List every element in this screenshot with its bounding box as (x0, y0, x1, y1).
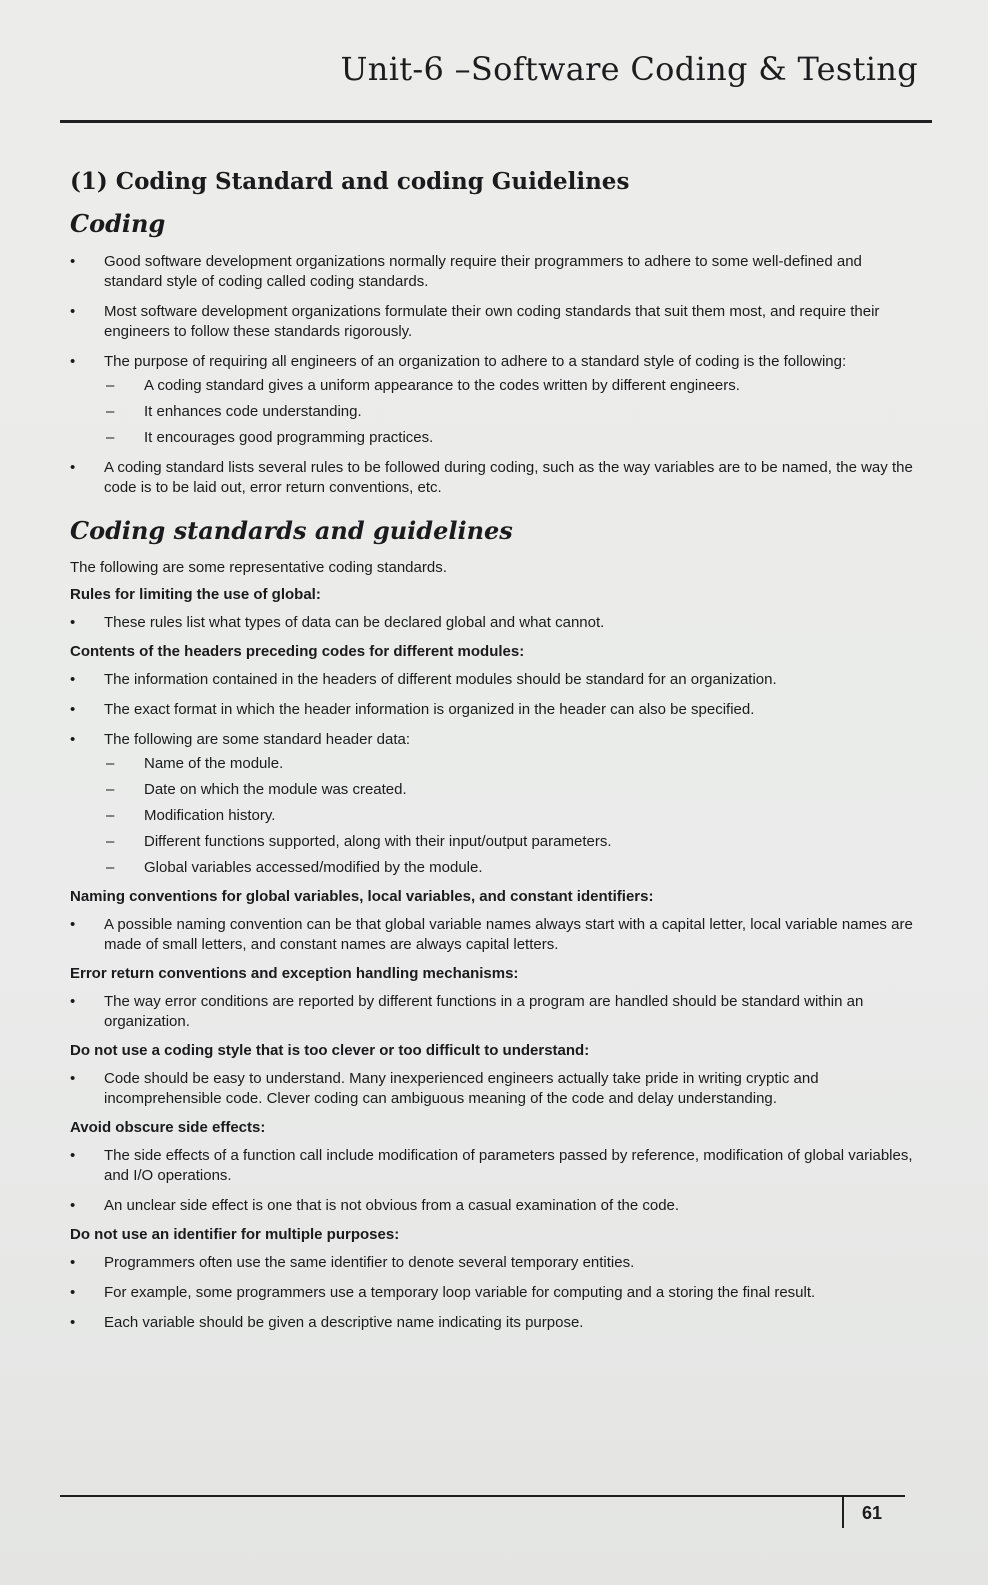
purpose-sublist (104, 376, 920, 448)
list-item: • The information contained in the headers of different modules should be standard for an organization. (70, 670, 920, 690)
sub-list-item: – A coding standard gives a uniform appearance to the codes written by different engineers. (104, 376, 920, 396)
sub-list-item: – Date on which the module was created. (104, 780, 920, 800)
list-item: • For example, some programmers use a temporary loop variable for computing and a storing the final result. (70, 1283, 920, 1303)
rule-heading-globals: Rules for limiting the use of global: (70, 586, 321, 603)
page-number: 61 (862, 1503, 883, 1523)
guidelines-heading: Coding standards and guidelines (70, 516, 513, 545)
list-item: • The purpose of requiring all engineers of an organization to adhere to a standard style of coding is the following: – A coding standard gives a uniform appearance to the codes written by different engineers. – It enhances code understanding. – It encourages good programming practices. (70, 352, 920, 448)
header-divider (60, 120, 932, 123)
rule-bullets-identifier (70, 1253, 920, 1333)
rule-bullets-errors (70, 992, 920, 1032)
rule-heading-identifier: Do not use an identifier for multiple purposes: (70, 1226, 400, 1243)
page-content (70, 168, 920, 1343)
footer-page-separator (842, 1496, 844, 1528)
list-item: • Each variable should be given a descriptive name indicating its purpose. (70, 1313, 920, 1333)
sub-list-item: – Global variables accessed/modified by the module. (104, 858, 920, 878)
sub-list-item: – Name of the module. (104, 754, 920, 774)
rule-heading-side-effects: Avoid obscure side effects: (70, 1119, 266, 1136)
unit-title: Unit-6 –Software Coding & Testing (340, 50, 918, 88)
list-item: • Code should be easy to understand. Many inexperienced engineers actually take pride in writing cryptic and incomprehensible code. Clever coding can ambiguous meaning of the code and delay understanding. (70, 1069, 920, 1109)
sub-list-item: – It enhances code understanding. (104, 402, 920, 422)
sub-list-item: – It encourages good programming practices. (104, 428, 920, 448)
list-item: • Most software development organizations formulate their own coding standards that suit them most, and require their engineers to follow these standards rigorously. (70, 302, 920, 342)
list-item: • These rules list what types of data can be declared global and what cannot. (70, 613, 920, 633)
rule-heading-naming: Naming conventions for global variables, local variables, and constant identifiers: (70, 888, 654, 905)
footer-divider (60, 1495, 905, 1497)
list-item: • The side effects of a function call include modification of parameters passed by reference, modification of global variables, and I/O operations. (70, 1146, 920, 1186)
section-title: (1) Coding Standard and coding Guidelines (70, 168, 630, 195)
rule-bullets-side-effects (70, 1146, 920, 1216)
list-item: • A coding standard lists several rules to be followed during coding, such as the way variables are to be named, the way the code is to be laid out, error return conventions, etc. (70, 458, 920, 498)
sub-list-item: – Different functions supported, along with their input/output parameters. (104, 832, 920, 852)
list-item: • Programmers often use the same identifier to denote several temporary entities. (70, 1253, 920, 1273)
header-data-sublist (104, 754, 920, 878)
sub-list-item: – Modification history. (104, 806, 920, 826)
coding-heading: Coding (70, 209, 166, 238)
list-item: • The way error conditions are reported by different functions in a program are handled should be standard within an organization. (70, 992, 920, 1032)
list-item: • The following are some standard header data: – Name of the module. – Date on which the module was created. – Modification history. – Different functions supported, along with their input/output parameters. – Global variables accessed/modified by the module. (70, 730, 920, 878)
list-item: • An unclear side effect is one that is not obvious from a casual examination of the code. (70, 1196, 920, 1216)
rule-heading-headers: Contents of the headers preceding codes for different modules: (70, 643, 525, 660)
list-item: • Good software development organizations normally require their programmers to adhere to some well-defined and standard style of coding called coding standards. (70, 252, 920, 292)
rule-heading-clever: Do not use a coding style that is too clever or too difficult to understand: (70, 1042, 590, 1059)
rule-heading-errors: Error return conventions and exception handling mechanisms: (70, 965, 519, 982)
rule-bullets-globals (70, 613, 920, 633)
rule-bullets-headers (70, 670, 920, 878)
rule-bullets-clever (70, 1069, 920, 1109)
coding-bullet-list (70, 252, 920, 498)
rule-bullets-naming (70, 915, 920, 955)
list-item: • The exact format in which the header information is organized in the header can also be specified. (70, 700, 920, 720)
guidelines-intro: The following are some representative coding standards. (70, 559, 447, 576)
list-item: • A possible naming convention can be that global variable names always start with a capital letter, local variable names are made of small letters, and constant names are always capital letters. (70, 915, 920, 955)
